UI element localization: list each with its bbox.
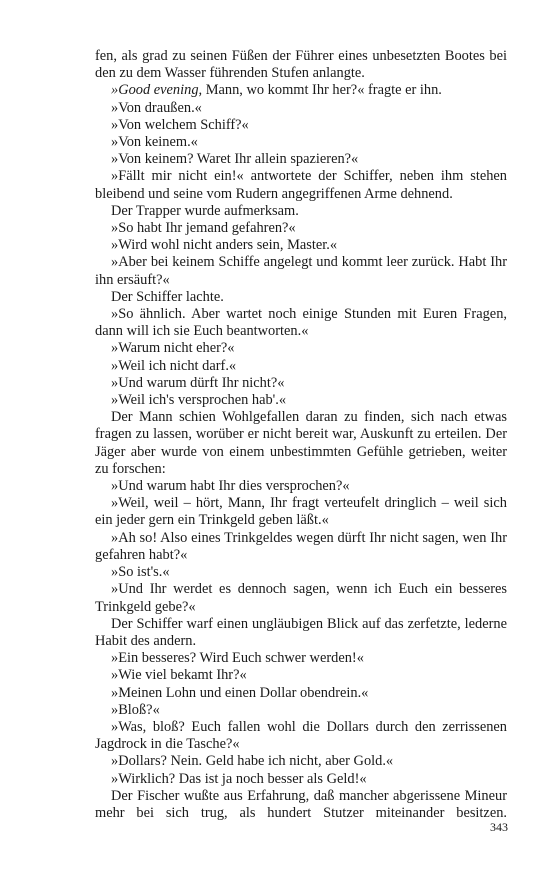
paragraph xyxy=(95,392,507,409)
paragraph-text: »Meinen Lohn und einen Dollar obendrein.« xyxy=(111,684,369,701)
paragraph xyxy=(95,203,507,220)
paragraph-text: Mann, wo kommt Ihr her?« fragte er ihn. xyxy=(202,82,442,99)
paragraph xyxy=(95,151,507,168)
paragraph xyxy=(95,495,507,529)
paragraph-text: »Von keinem? Waret Ihr allein spazieren?« xyxy=(111,151,359,168)
paragraph xyxy=(95,581,507,615)
paragraph-text: »Wirklich? Das ist ja noch besser als Geld!« xyxy=(111,770,367,787)
paragraph-text: »Von welchem Schiff?« xyxy=(111,116,249,133)
paragraph-text: Der Mann schien Wohlgefallen daran zu finden, sich nach etwas fragen zu lassen, worüber er nicht bereit war, Auskunft zu erteilen. Der Jäger aber wurde von einem unbestimmten Gefühle getrieben, weiter zu forschen: xyxy=(95,409,507,477)
page-number: 343 xyxy=(490,820,508,834)
paragraph xyxy=(95,340,507,357)
paragraph xyxy=(95,650,507,667)
paragraph xyxy=(95,667,507,684)
paragraph-text: »Ein besseres? Wird Euch schwer werden!« xyxy=(111,650,364,667)
paragraph xyxy=(95,409,507,478)
paragraph xyxy=(95,616,507,650)
paragraph-text: »Was, bloß? Euch fallen wohl die Dollars durch den zerrissenen Jagdrock in die Tasche?« xyxy=(95,718,507,753)
paragraph-text: »Aber bei keinem Schiffe angelegt und kommt leer zurück. Habt Ihr ihn ersäuft?« xyxy=(95,254,507,288)
paragraph-text: »Bloß?« xyxy=(111,701,160,718)
paragraph-text: Der Schiffer lachte. xyxy=(111,288,224,305)
paragraph xyxy=(95,719,507,753)
paragraph xyxy=(95,564,507,581)
paragraph xyxy=(95,771,507,788)
paragraph xyxy=(95,788,507,822)
paragraph-text: »Weil, weil – hört, Mann, Ihr fragt verteufelt dringlich – weil sich ein jeder gern ein Trinkgeld geben läßt.« xyxy=(95,495,507,529)
paragraph xyxy=(95,685,507,702)
paragraph xyxy=(95,168,507,202)
paragraph-text: »Von draußen.« xyxy=(111,99,202,116)
paragraph xyxy=(95,530,507,564)
paragraph-text: »Und warum dürft Ihr nicht?« xyxy=(111,374,285,391)
paragraph xyxy=(95,702,507,719)
paragraph-text: »Weil ich's versprochen hab'.« xyxy=(111,392,287,409)
paragraph-text: »Dollars? Nein. Geld habe ich nicht, aber Gold.« xyxy=(111,753,394,770)
paragraph xyxy=(95,254,507,288)
paragraph-text: »Fällt mir nicht ein!« antwortete der Schiffer, neben ihm stehen bleibend und seine vom Rudern angegriffenen Arme dehnend. xyxy=(95,168,507,202)
paragraph-text: »Warum nicht eher?« xyxy=(111,340,235,357)
paragraph xyxy=(95,358,507,375)
paragraph xyxy=(95,134,507,151)
paragraph-text: »Wird wohl nicht anders sein, Master.« xyxy=(111,237,338,254)
italic-phrase: »Good evening, xyxy=(111,82,203,99)
paragraph-text: »Ah so! Also eines Trinkgeldes wegen dürft Ihr nicht sagen, wen Ihr gefahren habt?« xyxy=(95,529,507,563)
paragraph xyxy=(95,100,507,117)
paragraph xyxy=(95,220,507,237)
paragraph-text: »Von keinem.« xyxy=(111,134,198,151)
paragraph-text: »Wie viel bekamt Ihr?« xyxy=(111,667,247,684)
paragraph-text: Der Schiffer warf einen ungläubigen Blick auf das zerfetzte, lederne Habit des andern. xyxy=(95,615,507,649)
paragraph xyxy=(95,306,507,340)
paragraph-text: fen, als grad zu seinen Füßen der Führer eines unbesetzten Bootes bei den zu dem Wasser führenden Stufen anlangte. xyxy=(95,48,507,82)
paragraph-text: »Und warum habt Ihr dies versprochen?« xyxy=(111,478,350,495)
paragraph xyxy=(95,289,507,306)
paragraph xyxy=(95,753,507,770)
paragraph xyxy=(95,375,507,392)
paragraph xyxy=(95,237,507,254)
paragraph-text: »Und Ihr werdet es dennoch sagen, wenn ich Euch ein besseres Trinkgeld gebe?« xyxy=(95,581,507,615)
paragraph-text: Der Fischer wußte aus Erfahrung, daß mancher abgerissene Mineur mehr bei sich trug, als hundert Stutzer miteinander besitzen. xyxy=(95,787,507,821)
paragraph xyxy=(95,478,507,495)
paragraph-text: Der Trapper wurde aufmerksam. xyxy=(111,202,299,219)
paragraph-text: »So ist's.« xyxy=(111,564,170,581)
paragraph xyxy=(95,48,507,82)
paragraph xyxy=(95,82,507,99)
paragraph-text: »So ähnlich. Aber wartet noch einige Stunden mit Euren Fragen, dann will ich sie Euch beantworten.« xyxy=(95,306,507,340)
paragraph-text: »Weil ich nicht darf.« xyxy=(111,357,237,374)
body-text xyxy=(95,48,507,822)
paragraph xyxy=(95,117,507,134)
paragraph-text: »So habt Ihr jemand gefahren?« xyxy=(111,220,296,237)
